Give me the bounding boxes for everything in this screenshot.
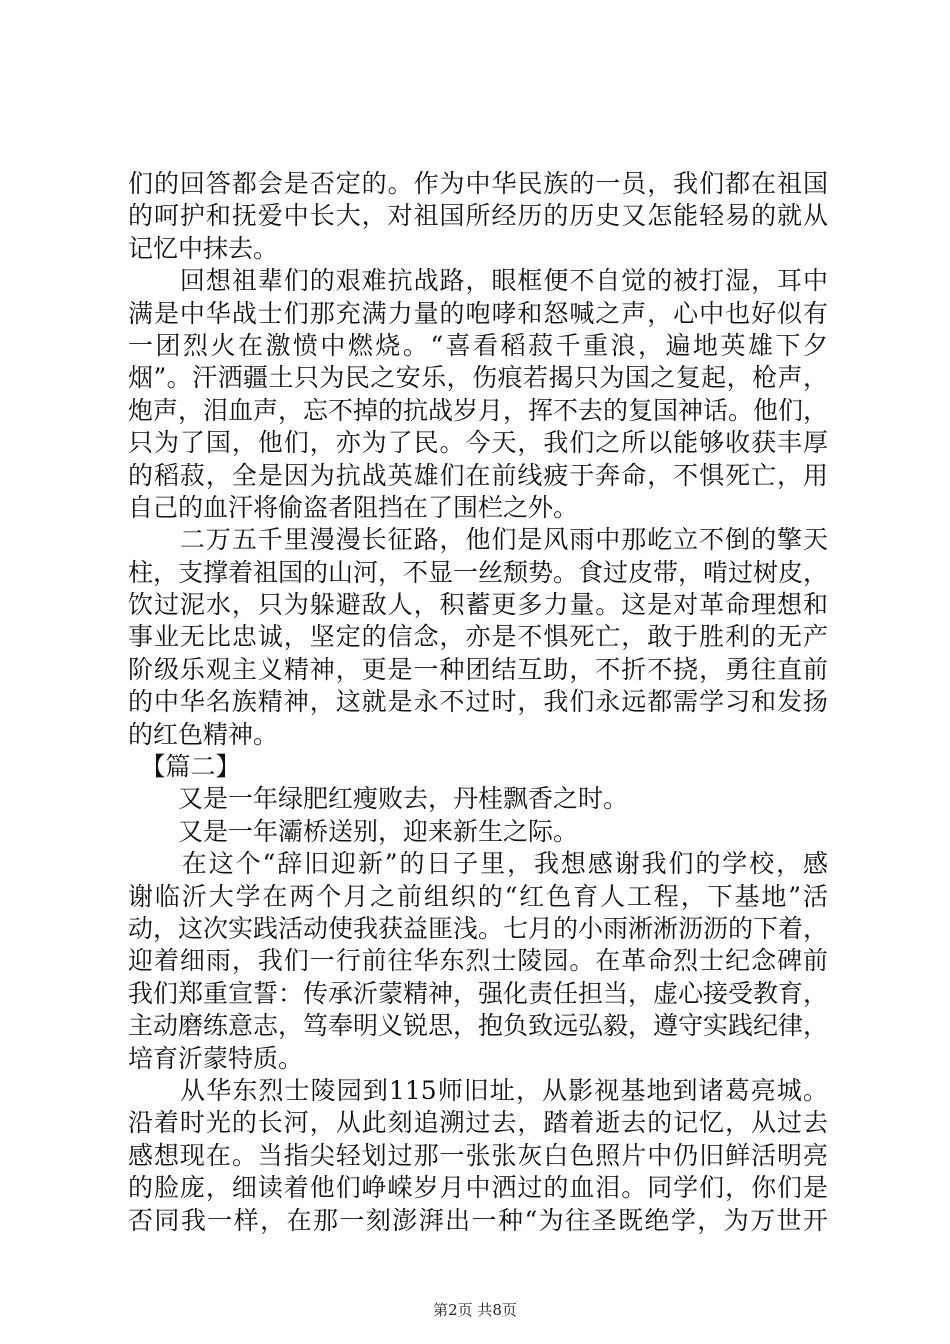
text-line: 我们郑重宣誓：传承沂蒙精神，强化责任担当，虚心接受教育， bbox=[128, 978, 828, 1008]
text-line: 自己的血汗将偷盗者阻挡在了围栏之外。 bbox=[128, 492, 579, 522]
text-line: 【篇二】 bbox=[128, 752, 241, 782]
text-line: 二万五千里漫漫长征路，他们是风雨中那屹立不倒的擎天 bbox=[128, 525, 828, 555]
text-line: 阶级乐观主义精神，更是一种团结互助，不折不挠，勇往直前 bbox=[128, 654, 828, 684]
text-line: 炮声，泪血声，忘不掉的抗战岁月，挥不去的复国神话。他们， bbox=[128, 395, 828, 425]
text-line: 沿着时光的长河，从此刻追溯过去，踏着逝去的记忆，从过去 bbox=[128, 1108, 828, 1138]
text-line: 们的回答都会是否定的。作为中华民族的一员，我们都在祖国 bbox=[128, 169, 828, 198]
text-line: 记忆中抹去。 bbox=[128, 233, 279, 263]
text-line: 柱，支撑着祖国的山河，不显一丝颓势。食过皮带，啃过树皮， bbox=[128, 557, 828, 587]
text-line: 谢临沂大学在两个月之前组织的“红色育人工程，下基地”活 bbox=[128, 881, 828, 911]
text-line: 烟”。汗洒疆土只为民之安乐，伤痕若揭只为国之复起，枪声， bbox=[128, 363, 828, 393]
text-line: 感想现在。当指尖轻划过那一张张灰白色照片中仍旧鲜活明亮 bbox=[128, 1140, 828, 1170]
text-line: 一团烈火在激愤中燃烧。“喜看稻菽千重浪，遍地英雄下夕 bbox=[128, 330, 828, 360]
text-line: 培育沂蒙特质。 bbox=[128, 1043, 304, 1073]
text-line: 只为了国，他们，亦为了民。今天，我们之所以能够收获丰厚 bbox=[128, 428, 828, 458]
text-line: 从华东烈士陵园到115师旧址，从影视基地到诸葛亮城。 bbox=[128, 1075, 828, 1105]
text-line: 的红色精神。 bbox=[128, 719, 279, 749]
page-footer: 第2页 共8页 bbox=[433, 1301, 517, 1319]
text-line: 的脸庞，细读着他们峥嵘岁月中洒过的血泪。同学们，你们是 bbox=[128, 1173, 828, 1203]
text-line: 的中华名族精神，这就是永不过时，我们永远都需学习和发扬 bbox=[128, 687, 828, 717]
text-line: 主动磨练意志，笃奉明义锐思，抱负致远弘毅，遵守实践纪律， bbox=[128, 1011, 828, 1041]
text-line: 事业无比忠诚，坚定的信念，亦是不惧死亡，敢于胜利的无产 bbox=[128, 622, 828, 652]
text-line: 饮过泥水，只为躲避敌人，积蓄更多力量。这是对革命理想和 bbox=[128, 590, 828, 620]
text-line: 动，这次实践活动使我获益匪浅。七月的小雨淅淅沥沥的下着， bbox=[128, 913, 828, 943]
text-line: 又是一年灞桥送别，迎来新生之际。 bbox=[128, 816, 579, 846]
text-line: 的呵护和抚爱中长大，对祖国所经历的历史又怎能轻易的就从 bbox=[128, 201, 828, 231]
text-line: 否同我一样，在那一刻澎湃出一种“为往圣既绝学，为万世开 bbox=[128, 1205, 828, 1235]
text-line: 在这个“辞旧迎新”的日子里，我想感谢我们的学校，感 bbox=[128, 849, 828, 879]
text-line: 又是一年绿肥红瘦败去，丹桂飘香之时。 bbox=[128, 784, 629, 814]
text-line: 满是中华战士们那充满力量的咆哮和怒喊之声，心中也好似有 bbox=[128, 298, 828, 328]
text-line: 迎着细雨，我们一行前往华东烈士陵园。在革命烈士纪念碑前 bbox=[128, 946, 828, 976]
document-body bbox=[128, 168, 828, 1237]
text-line: 的稻菽，全是因为抗战英雄们在前线疲于奔命，不惧死亡，用 bbox=[128, 460, 828, 490]
text-line: 回想祖辈们的艰难抗战路，眼框便不自觉的被打湿，耳中 bbox=[128, 266, 828, 296]
